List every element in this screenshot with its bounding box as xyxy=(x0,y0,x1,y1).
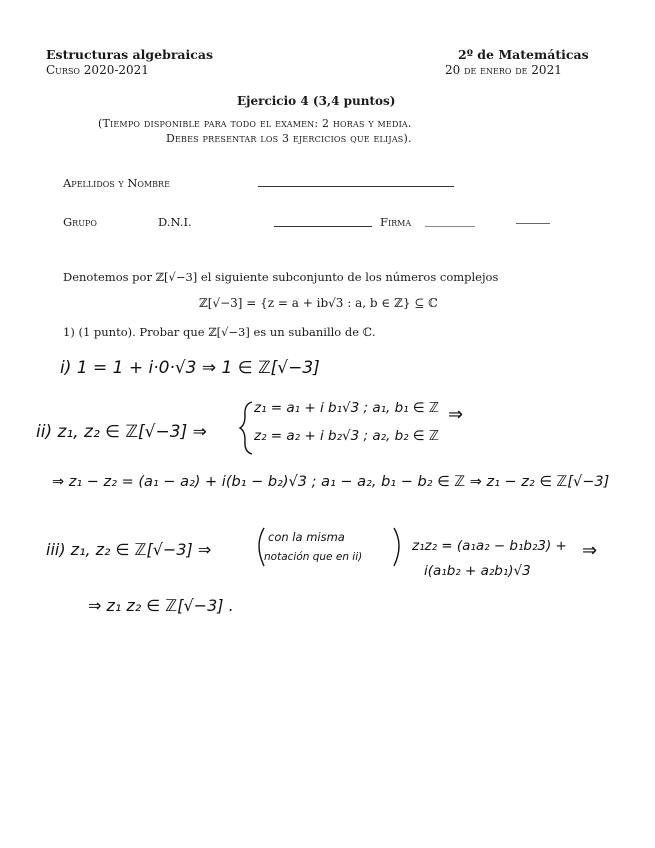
exam-date: 20 de enero de 2021 xyxy=(445,63,562,77)
answer-line-ii-z1: z₁ = a₁ + i b₁√3 ; a₁, b₁ ∈ ℤ xyxy=(254,400,439,416)
left-paren-iii xyxy=(259,528,264,566)
answer-line-ii-arrow: ⇒ xyxy=(448,404,464,425)
group-label: Grupo xyxy=(63,215,97,229)
degree: 2º de Matemáticas xyxy=(458,47,589,62)
answer-line-iii-note-2: notación que en ii) xyxy=(264,551,363,563)
answer-line-ii-result: ⇒ z₁ − z₂ = (a₁ − a₂) + i(b₁ − b₂)√3 ; a₁ − a₂, b₁ − b₂ ∈ ℤ ⇒ z₁ − z₂ ∈ ℤ[√−3] xyxy=(52,474,610,490)
answer-line-iii-result: ⇒ z₁ z₂ ∈ ℤ[√−3] . xyxy=(88,596,234,615)
answer-line-iii-product: z₁z₂ = (a₁a₂ − b₁b₂3) + xyxy=(412,538,567,554)
instructions-line-2: Debes presentar los 3 ejercicios que elijas). xyxy=(166,132,412,145)
answer-line-iii-start: iii) z₁, z₂ ∈ ℤ[√−3] ⇒ xyxy=(46,540,212,559)
answer-line-ii-z2: z₂ = a₂ + i b₂√3 ; a₂, b₂ ∈ ℤ xyxy=(254,428,439,444)
statement-definition: ℤ[√−3] = {z = a + ib√3 : a, b ∈ ℤ} ⊆ ℂ xyxy=(199,296,438,310)
statement-question: 1) (1 punto). Probar que ℤ[√−3] es un subanillo de ℂ. xyxy=(63,325,376,339)
dni-label: D.N.I. xyxy=(158,215,192,229)
answer-line-i: i) 1 = 1 + i·0·√3 ⇒ 1 ∈ ℤ[√−3] xyxy=(60,358,320,378)
exercise-title: Ejercicio 4 (3,4 puntos) xyxy=(237,94,396,108)
answer-line-iii-imag: i(a₁b₂ + a₂b₁)√3 xyxy=(424,563,531,579)
course-year: Curso 2020-2021 xyxy=(46,63,149,77)
left-brace-ii xyxy=(240,402,252,454)
right-paren-iii xyxy=(394,528,399,566)
statement-intro: Denotemos por ℤ[√−3] el siguiente subconjunto de los números complejos xyxy=(63,270,499,284)
course-name: Estructuras algebraicas xyxy=(46,47,214,62)
instructions-line-1: (Tiempo disponible para todo el examen: 2 horas y media. xyxy=(98,117,412,130)
name-label: Apellidos y Nombre xyxy=(63,176,170,190)
answer-line-ii-start: ii) z₁, z₂ ∈ ℤ[√−3] ⇒ xyxy=(36,422,207,442)
signature-label: Firma xyxy=(380,215,412,229)
answer-line-iii-arrow: ⇒ xyxy=(582,540,598,561)
answer-line-iii-note-1: con la misma xyxy=(268,530,345,544)
